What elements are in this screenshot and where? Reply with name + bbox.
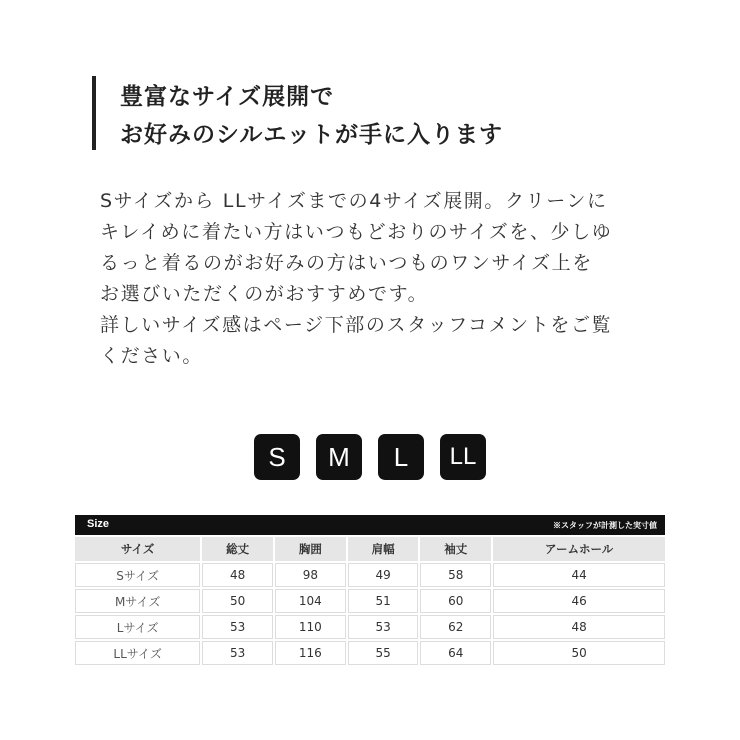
description-line: 詳しいサイズ感はページ下部のスタッフコメントをご覧 [100, 314, 613, 336]
table-row [75, 615, 665, 639]
column-header: アームホール [493, 537, 665, 561]
table-cell: 44 [493, 563, 665, 587]
description-line: るっと着るのがお好みの方はいつものワンサイズ上を [100, 252, 593, 274]
column-header: 総丈 [202, 537, 273, 561]
page-heading [120, 78, 503, 154]
table-row [75, 641, 665, 665]
column-header: 肩幅 [348, 537, 419, 561]
table-cell: 116 [275, 641, 346, 665]
description-line: お選びいただくのがおすすめです。 [100, 283, 429, 305]
size-table-header-bar [75, 515, 665, 535]
table-cell: 98 [275, 563, 346, 587]
size-options [0, 434, 740, 480]
table-cell: 53 [202, 641, 273, 665]
table-cell: Sサイズ [75, 563, 200, 587]
table-cell: 62 [420, 615, 491, 639]
column-header: 袖丈 [420, 537, 491, 561]
table-cell: 49 [348, 563, 419, 587]
size-table-title: Size [87, 518, 110, 530]
size-badge-ll: LL [440, 434, 486, 480]
table-cell: 104 [275, 589, 346, 613]
table-cell: 64 [420, 641, 491, 665]
table-cell: LLサイズ [75, 641, 200, 665]
description-line: ください。 [100, 345, 204, 367]
table-cell: 51 [348, 589, 419, 613]
table-cell: 53 [348, 615, 419, 639]
table-cell: Mサイズ [75, 589, 200, 613]
table-header-row [75, 537, 665, 561]
description-line: Sサイズから LLサイズまでの4サイズ展開。クリーンに [100, 190, 608, 212]
table-cell: 48 [493, 615, 665, 639]
table-cell: 46 [493, 589, 665, 613]
table-cell: Lサイズ [75, 615, 200, 639]
heading-line-2: お好みのシルエットが手に入ります [120, 122, 503, 148]
size-table-note: ※スタッフが計測した実寸値 [553, 521, 657, 530]
description-text [100, 186, 660, 372]
size-badge-s: S [254, 434, 300, 480]
description-line: キレイめに着たい方はいつもどおりのサイズを、少しゆ [100, 221, 613, 243]
table-cell: 58 [420, 563, 491, 587]
table-cell: 55 [348, 641, 419, 665]
size-badge-m: M [316, 434, 362, 480]
table-cell: 48 [202, 563, 273, 587]
column-header: サイズ [75, 537, 200, 561]
table-cell: 53 [202, 615, 273, 639]
size-table-container [75, 515, 665, 667]
table-cell: 110 [275, 615, 346, 639]
table-cell: 50 [202, 589, 273, 613]
heading-line-1: 豊富なサイズ展開で [120, 84, 335, 110]
size-badge-l: L [378, 434, 424, 480]
table-row [75, 563, 665, 587]
column-header: 胸囲 [275, 537, 346, 561]
table-row [75, 589, 665, 613]
size-table [73, 535, 667, 667]
table-cell: 60 [420, 589, 491, 613]
heading-accent-bar [92, 76, 96, 150]
table-cell: 50 [493, 641, 665, 665]
